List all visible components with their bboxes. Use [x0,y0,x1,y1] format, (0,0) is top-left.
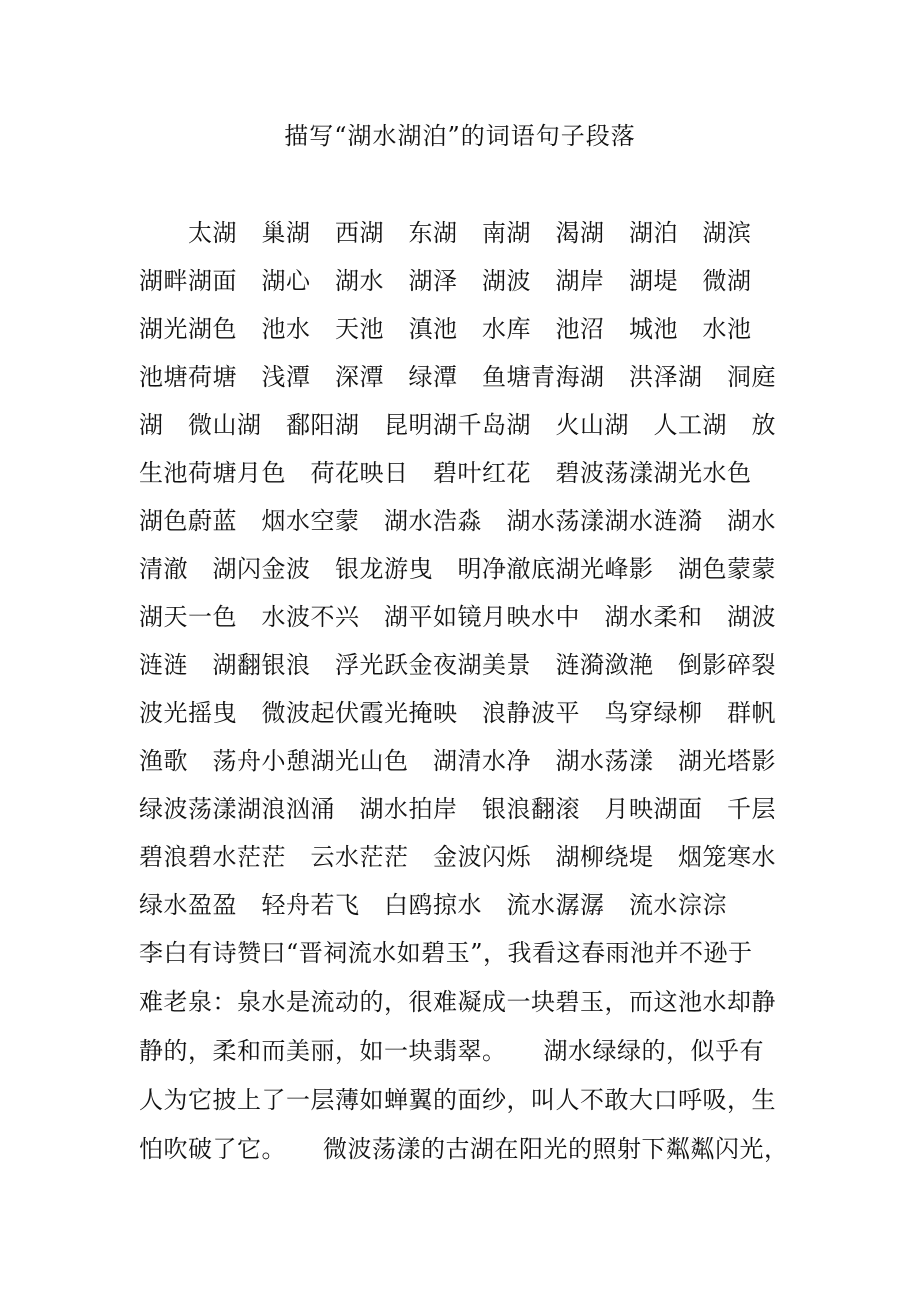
text-line: 湖色蔚蓝 烟水空蒙 湖水浩淼 湖水荡漾湖水涟漪 湖水 [139,507,776,535]
text-line: 李白有诗赞曰“晋祠流水如碧玉”，我看这春雨池并不逊于 [139,939,753,967]
text-line: 清澈 湖闪金波 银龙游曳 明净澈底湖光峰影 湖色蒙蒙 [139,555,776,583]
text-line: 涟涟 湖翻银浪 浮光跃金夜湖美景 涟漪潋滟 倒影碎裂 [139,651,776,679]
text-line: 渔歌 荡舟小憩湖光山色 湖清水净 湖水荡漾 湖光塔影 [139,747,776,775]
text-line: 绿水盈盈 轻舟若飞 白鸥掠水 流水潺潺 流水淙淙 [139,891,727,919]
text-line: 生池荷塘月色 荷花映日 碧叶红花 碧波荡漾湖光水色 [139,459,752,487]
text-line: 波光摇曳 微波起伏霞光掩映 浪静波平 鸟穿绿柳 群帆 [139,699,776,727]
text-line: 湖畔湖面 湖心 湖水 湖泽 湖波 湖岸 湖堤 微湖 [139,267,752,295]
text-line: 湖 微山湖 鄱阳湖 昆明湖千岛湖 火山湖 人工湖 放 [139,411,776,439]
text-line: 碧浪碧水茫茫 云水茫茫 金波闪烁 湖柳绕堤 烟笼寒水 [139,843,776,871]
text-line: 难老泉：泉水是流动的，很难凝成一块碧玉，而这池水却静 [139,988,776,1016]
text-line: 湖光湖色 池水 天池 滇池 水库 池沼 城池 水池 [139,315,752,343]
text-line: 静的，柔和而美丽，如一块翡翠。 湖水绿绿的，似乎有 [139,1037,764,1065]
text-line: 太湖 巢湖 西湖 东湖 南湖 渴湖 湖泊 湖滨 [139,219,752,247]
text-line: 人为它披上了一层薄如蝉翼的面纱，叫人不敢大口呼吸，生 [139,1086,776,1114]
text-line: 池塘荷塘 浅潭 深潭 绿潭 鱼塘青海湖 洪泽湖 洞庭 [139,363,776,391]
text-line: 绿波荡漾湖浪汹涌 湖水拍岸 银浪翻滚 月映湖面 千层 [139,795,776,823]
text-line: 湖天一色 水波不兴 湖平如镜月映水中 湖水柔和 湖波 [139,603,776,631]
page-title: 描写“湖水湖泊”的词语句子段落 [284,122,636,150]
text-line: 怕吹破了它。 微波荡漾的古湖在阳光的照射下粼粼闪光， [139,1135,789,1163]
